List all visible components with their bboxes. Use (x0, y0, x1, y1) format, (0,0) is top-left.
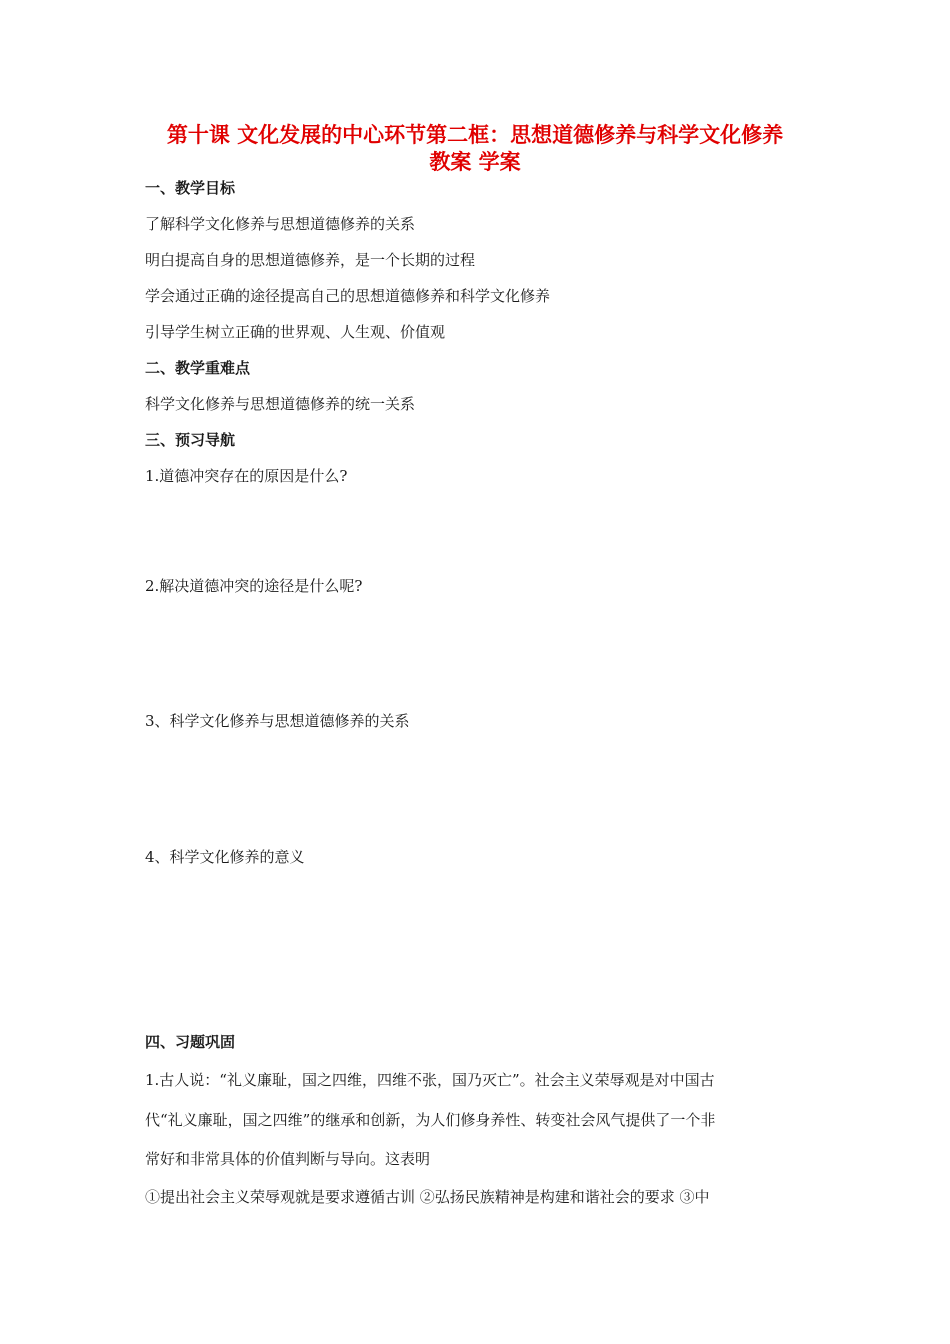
preview-question: 2.解决道德冲突的途径是什么呢? (145, 577, 363, 595)
goal-item: 学会通过正确的途径提高自己的思想道德修养和科学文化修养 (145, 287, 551, 305)
key-point-item: 科学文化修养与思想道德修养的统一关系 (145, 395, 416, 413)
exercise-line: 1.古人说：“礼义廉耻，国之四维，四维不张，国乃灭亡”。社会主义荣辱观是对中国古 (145, 1071, 715, 1089)
section-heading-preview: 三、预习导航 (145, 431, 236, 449)
goal-item: 引导学生树立正确的世界观、人生观、价值观 (145, 323, 446, 341)
document-title-line1: 第十课 文化发展的中心环节第二框：思想道德修养与科学文化修养 (166, 123, 784, 147)
preview-question: 1.道德冲突存在的原因是什么? (145, 467, 348, 485)
preview-question: 3、科学文化修养与思想道德修养的关系 (145, 712, 410, 730)
section-heading-goals: 一、教学目标 (145, 179, 236, 197)
exercise-line: 常好和非常具体的价值判断与导向。这表明 (145, 1150, 431, 1168)
goal-item: 了解科学文化修养与思想道德修养的关系 (145, 215, 416, 233)
goal-item: 明白提高自身的思想道德修养，是一个长期的过程 (145, 251, 476, 269)
section-heading-exercises: 四、习题巩固 (145, 1033, 236, 1051)
document-title-line2: 教案 学案 (429, 150, 521, 174)
exercise-line: ①提出社会主义荣辱观就是要求遵循古训 ②弘扬民族精神是构建和谐社会的要求 ③中 (145, 1188, 710, 1206)
preview-question: 4、科学文化修养的意义 (145, 848, 305, 866)
exercise-line: 代“礼义廉耻，国之四维”的继承和创新，为人们修身养性、转变社会风气提供了一个非 (145, 1111, 716, 1129)
section-heading-key-points: 二、教学重难点 (145, 359, 251, 377)
